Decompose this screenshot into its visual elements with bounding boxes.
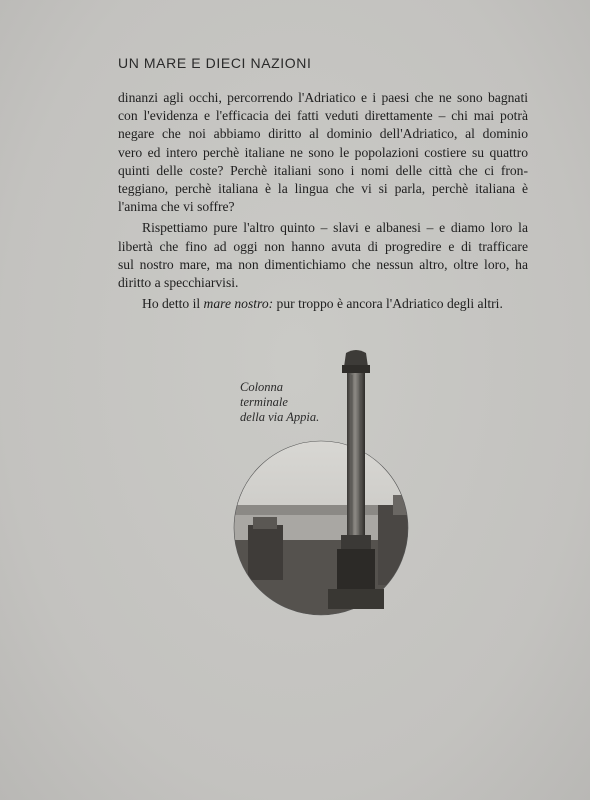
text-fragment: Ho detto il: [142, 296, 204, 312]
running-head: UN MARE E DIECI NAZIONI: [118, 55, 312, 71]
column-photograph: [228, 345, 418, 625]
emphasis-text: mare nostro:: [203, 296, 274, 312]
text-line: diritto a specchiarvisi.: [118, 275, 239, 291]
text-line: teggiano, perchè italiana è la lingua che vi si parla, perchè italiana è: [118, 181, 528, 197]
text-line: dinanzi agli occhi, percorrendo l'Adriatico e i paesi che ne sono bagnati: [118, 90, 528, 105]
text-line: sul nostro mare, ma non dimentichiamo che nessun altro, oltre loro, ha: [118, 256, 528, 272]
caption-line: Colonna: [240, 380, 284, 394]
caption-line: della via Appia.: [240, 410, 320, 424]
caption-line: terminale: [240, 395, 288, 409]
text-line: quinti delle coste? Perchè italiani sono i nomi delle città che ci fron-: [118, 162, 528, 178]
text-line: con l'evidenza e l'efficacia dei fatti veduti direttamente – chi mai potrà: [118, 108, 528, 124]
paragraph-3: [118, 295, 528, 313]
text-line: l'anima che vi soffre?: [118, 199, 235, 215]
text-line: Rispettiamo pure l'altro quinto – slavi e albanesi – e diamo loro la: [142, 220, 528, 236]
text-fragment: pur troppo è ancora l'Adriatico degli altri.: [273, 296, 503, 312]
text-line: libertà che fino ad oggi non hanno avuta di progredire e di trafficare: [118, 238, 528, 254]
text-line: negare che noi abbiamo diritto al dominio dell'Adriatico, al dominio: [118, 126, 528, 142]
body-text: [118, 89, 528, 313]
text-line: vero ed intero perchè italiane ne sono le popolazioni costiere su quattro: [118, 144, 528, 160]
paragraph-2: [118, 219, 528, 292]
circular-photo: [228, 435, 418, 625]
paragraph-1: [118, 89, 528, 216]
